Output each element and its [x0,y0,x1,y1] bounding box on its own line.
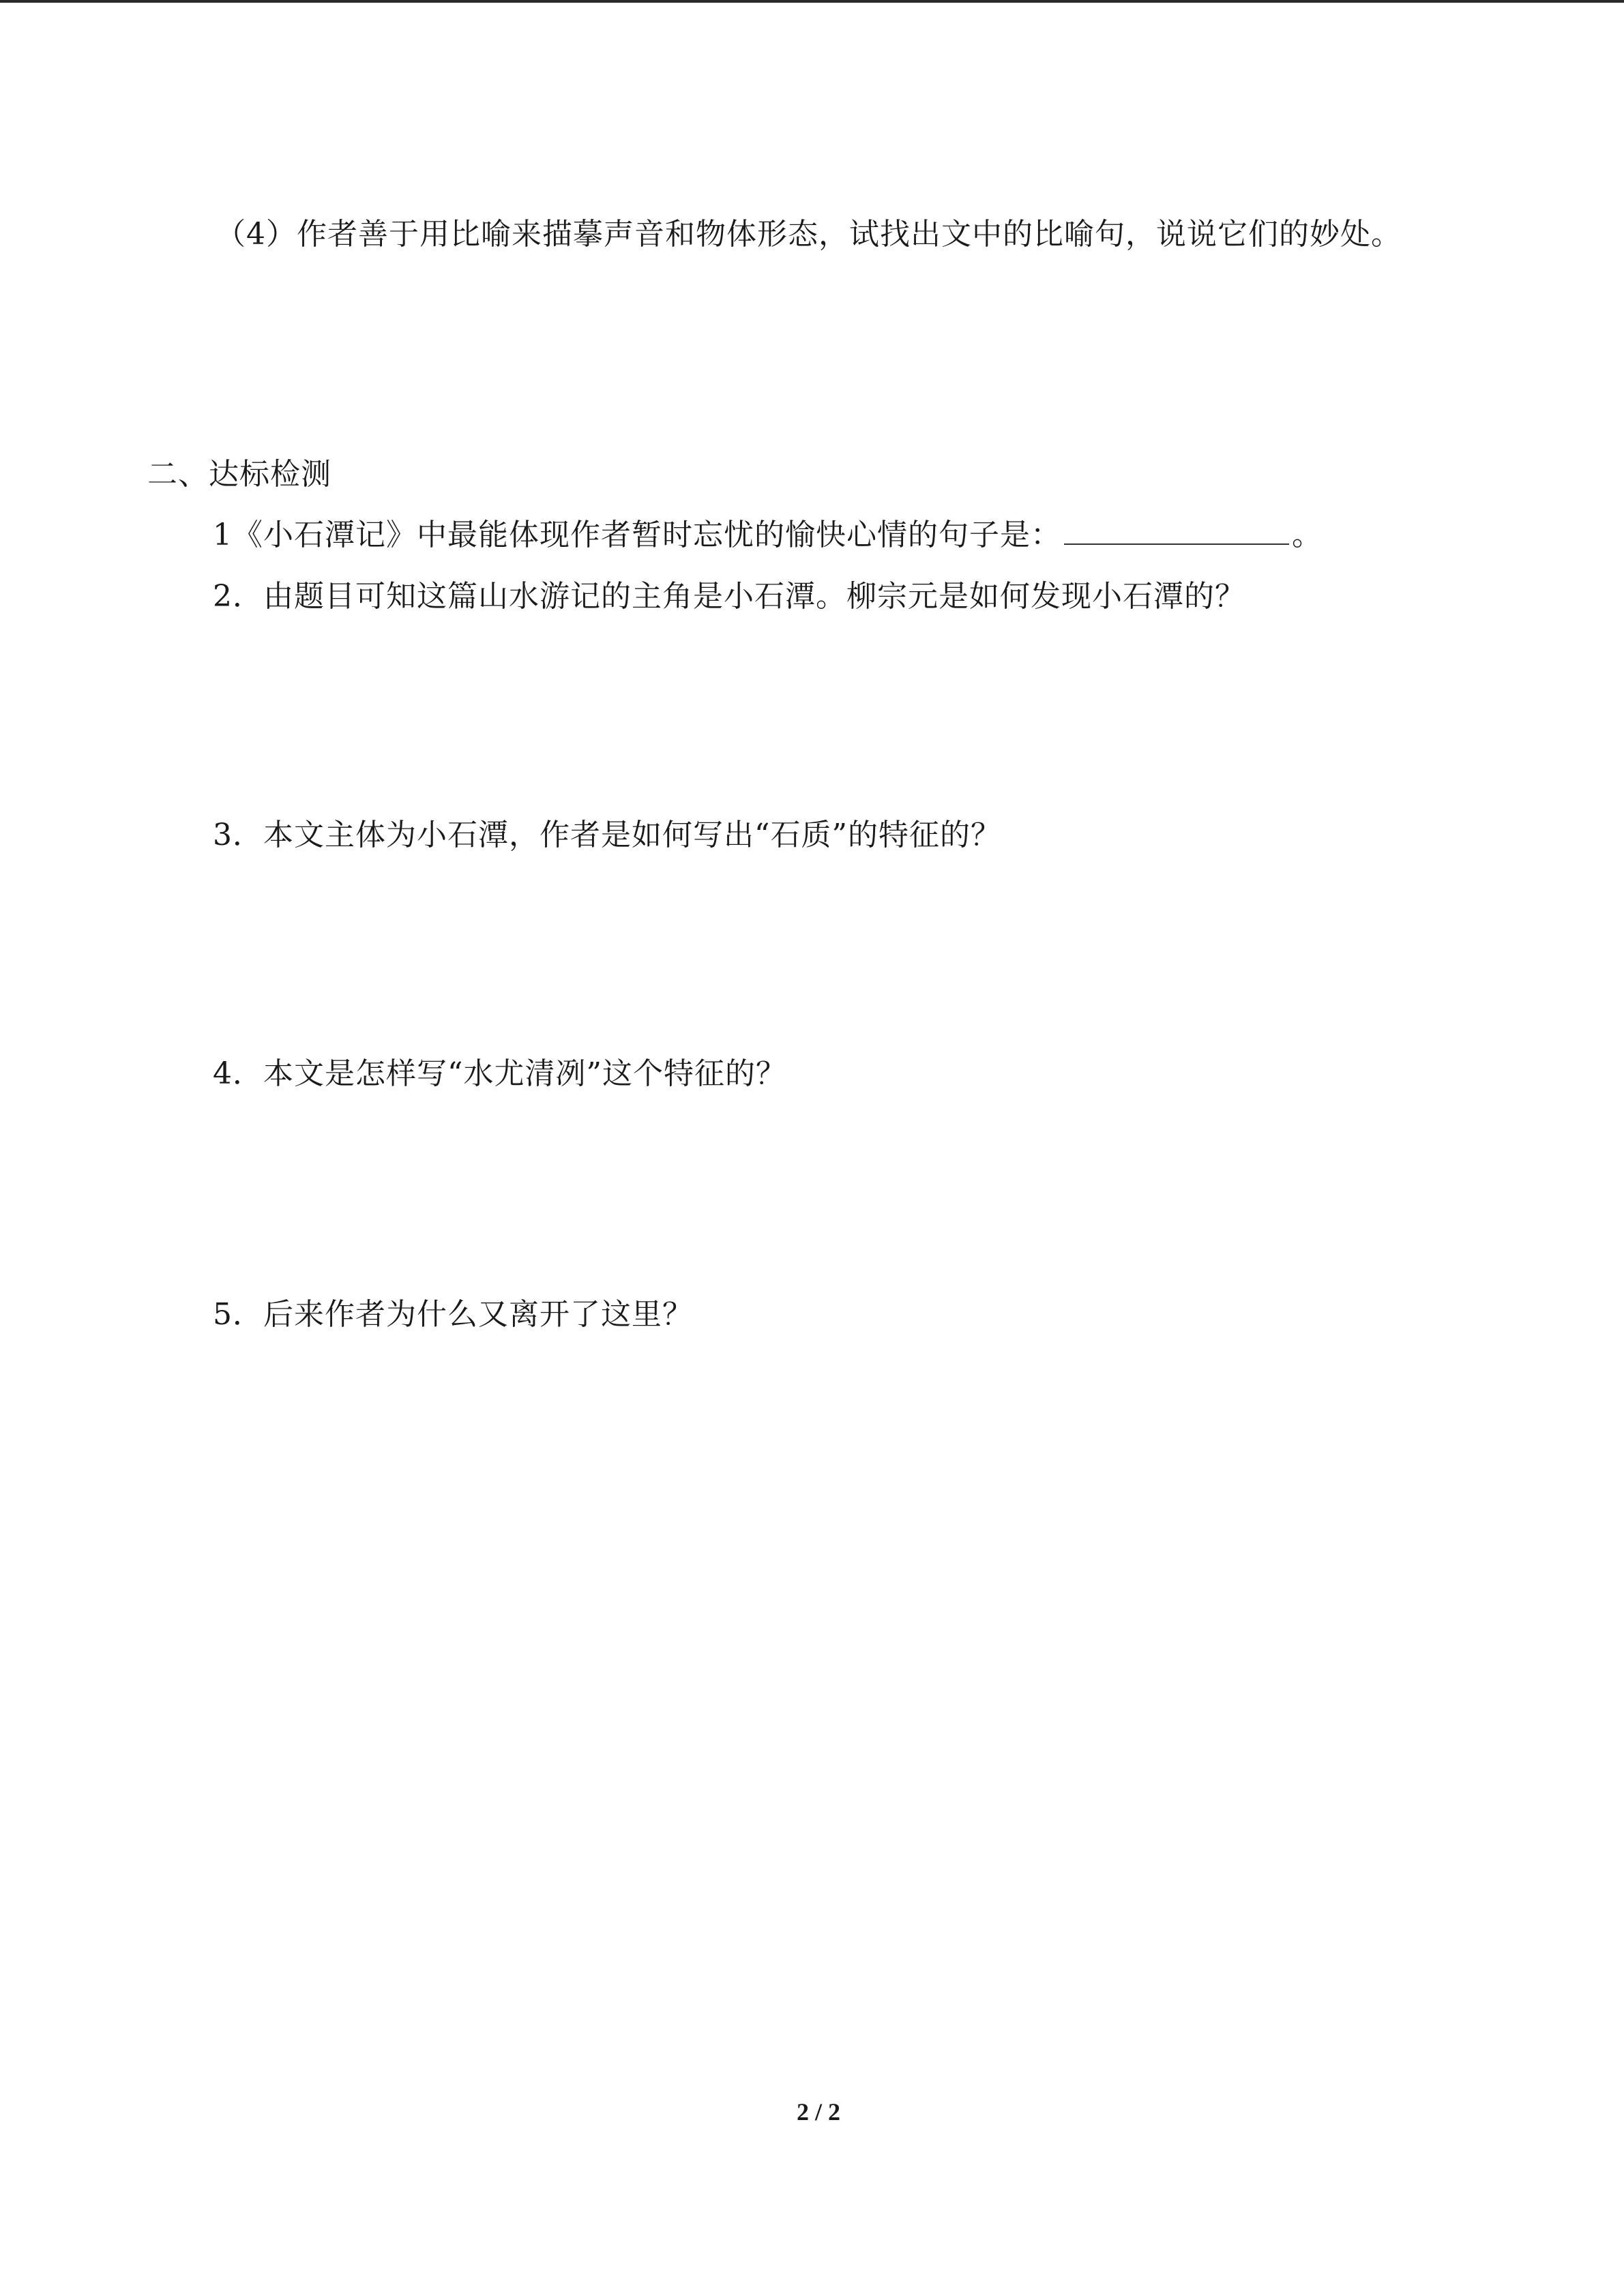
top-border-rule [0,0,1624,3]
page-number: 2 / 2 [796,2098,840,2126]
question-1 [213,516,1323,554]
question-1-text: 1《小石潭记》中最能体现作者暂时忘忧的愉快心情的句子是： [213,518,1061,552]
question-5: 5．后来作者为什么又离开了这里？ [213,1297,693,1332]
section-heading: 二、达标检测 [147,457,331,492]
question-4: 4．本文是怎样写“水尤清冽”这个特征的？ [213,1056,786,1091]
answer-blank[interactable] [1064,518,1289,545]
question-1-end: 。 [1292,518,1323,552]
question-4-subpart: （4）作者善于用比喻来描摹声音和物体形态，试找出文中的比喻句，说说它们的妙处。 [216,217,1402,252]
question-3: 3．本文主体为小石潭，作者是如何写出“石质”的特征的？ [213,818,1001,852]
question-2: 2．由题目可知这篇山水游记的主角是小石潭。柳宗元是如何发现小石潭的？ [213,579,1245,614]
